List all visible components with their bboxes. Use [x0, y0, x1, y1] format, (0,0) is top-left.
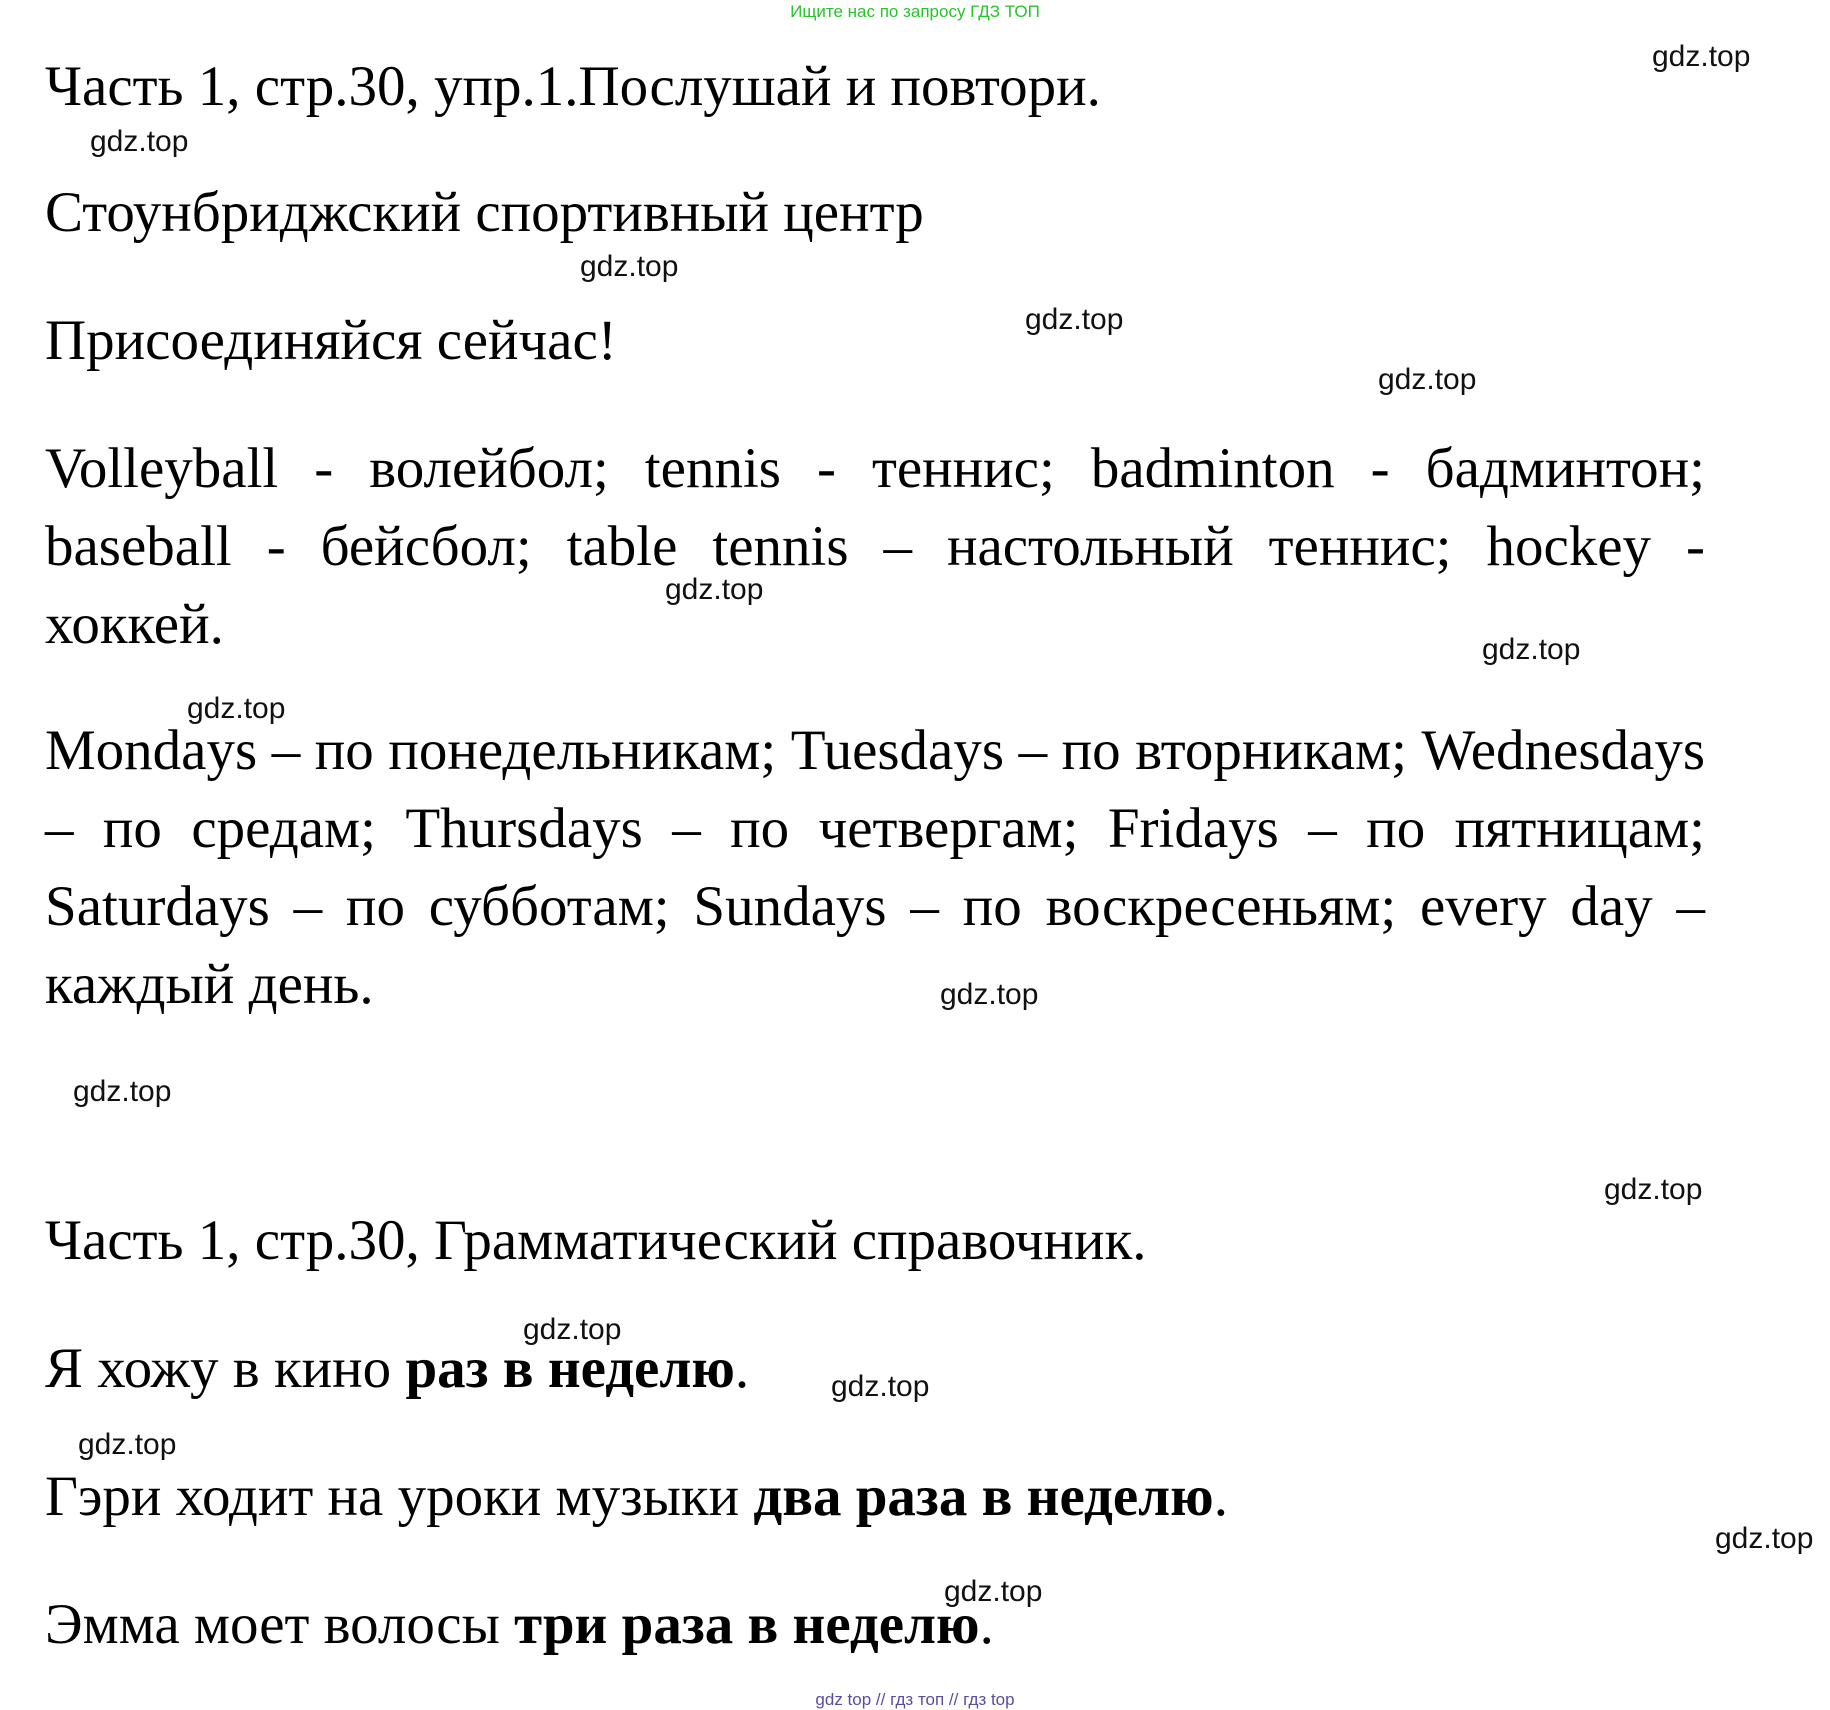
watermark: gdz.top: [944, 1575, 1043, 1608]
example-sentence-1: Я хожу в кино раз в неделю.: [45, 1337, 750, 1400]
example-sentence-2: Гэри ходит на уроки музыки два раза в неделю.: [45, 1465, 1228, 1528]
watermark: gdz.top: [940, 978, 1039, 1011]
watermark: gdz.top: [90, 125, 189, 158]
top-banner: Ищите нас по запросу ГДЗ ТОП: [790, 2, 1040, 21]
footer-watermark: gdz top // гдз топ // гдз top: [815, 1690, 1015, 1709]
watermark: gdz.top: [78, 1428, 177, 1461]
watermark: gdz.top: [1025, 303, 1124, 336]
watermark: gdz.top: [523, 1313, 622, 1346]
watermark: gdz.top: [187, 692, 286, 725]
sports-vocabulary: Volleyball - волейбол; tennis - теннис; badminton - бадминтон; baseball - бейсбол; table tennis – настольный теннис; hockey - хоккей.: [45, 437, 1705, 656]
watermark: gdz.top: [1652, 40, 1751, 73]
watermark: gdz.top: [1482, 633, 1581, 666]
watermark: gdz.top: [1378, 363, 1477, 396]
grammar-heading: Часть 1, стр.30, Грамматический справочник.: [45, 1209, 1147, 1272]
weekdays-vocabulary: Mondays – по понедельникам; Tuesdays – по вторникам; Wednesdays – по средам; Thursdays – по четвергам; Fridays – по пятницам; Saturdays – по субботам; Sundays – по воскресеньям; every day – каждый день.: [45, 719, 1705, 1016]
watermark: gdz.top: [1604, 1173, 1703, 1206]
watermark: gdz.top: [665, 573, 764, 606]
sports-center-title: Стоунбриджский спортивный центр: [45, 181, 924, 244]
watermark: gdz.top: [1715, 1522, 1814, 1555]
example-sentence-3: Эмма моет волосы три раза в неделю.: [45, 1593, 994, 1656]
watermark: gdz.top: [73, 1075, 172, 1108]
exercise-heading: Часть 1, стр.30, упр.1.Послушай и повтори.: [45, 55, 1101, 118]
watermark: gdz.top: [580, 250, 679, 283]
watermark: gdz.top: [831, 1370, 930, 1403]
join-now-text: Присоединяйся сейчас!: [45, 309, 617, 372]
